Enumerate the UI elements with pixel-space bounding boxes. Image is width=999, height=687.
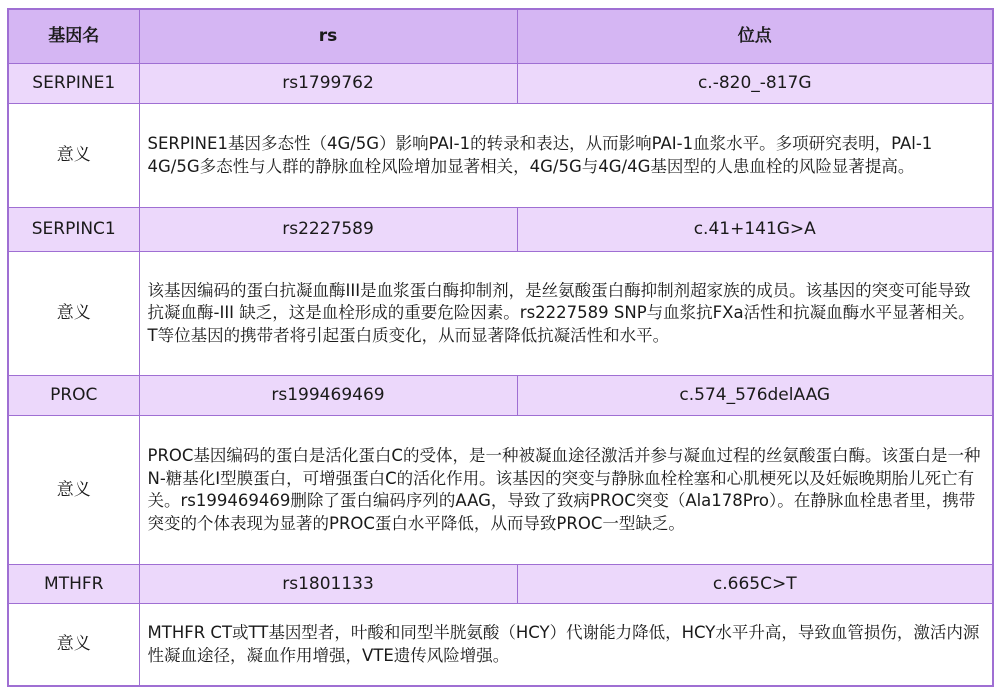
meaning-label-cell: 意义 <box>8 252 139 376</box>
gene-name-cell: PROC <box>8 376 139 416</box>
gene-table <box>7 8 994 687</box>
rs-cell: rs1799762 <box>139 64 517 104</box>
table-row-serpinc1 <box>8 208 993 252</box>
rs-cell: rs1801133 <box>139 565 517 604</box>
header-rs: rs <box>139 9 517 64</box>
header-gene: 基因名 <box>8 9 139 64</box>
rs-cell: rs2227589 <box>139 208 517 252</box>
gene-name-cell: MTHFR <box>8 565 139 604</box>
meaning-text-cell: MTHFR CT或TT基因型者，叶酸和同型半胱氨酸（HCY）代谢能力降低，HCY水平升高，导致血管损伤，激活内源性凝血途径，凝血作用增强，VTE遗传风险增强。 <box>139 604 993 687</box>
meaning-label-cell: 意义 <box>8 416 139 565</box>
meaning-label-cell: 意义 <box>8 104 139 208</box>
locus-cell: c.-820_-817G <box>517 64 993 104</box>
table-row-mthfr-meaning <box>8 604 993 687</box>
table-row-serpine1-meaning <box>8 104 993 208</box>
gene-table-container <box>7 8 992 687</box>
meaning-text-cell: 该基因编码的蛋白抗凝血酶III是血浆蛋白酶抑制剂，是丝氨酸蛋白酶抑制剂超家族的成员。该基因的突变可能导致抗凝血酶-III 缺乏，这是血栓形成的重要危险因素。rs2227589 SNP与血浆抗FXa活性和抗凝血酶水平显著相关。T等位基因的携带者将引起蛋白质变化，从而显著降低抗凝活性和水平。 <box>139 252 993 376</box>
table-row-proc <box>8 376 993 416</box>
table-header-row <box>8 9 993 64</box>
gene-name-cell: SERPINE1 <box>8 64 139 104</box>
gene-name-cell: SERPINC1 <box>8 208 139 252</box>
meaning-label-cell: 意义 <box>8 604 139 687</box>
meaning-text-cell: SERPINE1基因多态性（4G/5G）影响PAI-1的转录和表达，从而影响PAI-1血浆水平。多项研究表明，PAl-1 4G/5G多态性与人群的静脉血栓风险增加显著相关，4G/5G与4G/4G基因型的人患血栓的风险显著提高。 <box>139 104 993 208</box>
header-locus: 位点 <box>517 9 993 64</box>
rs-cell: rs199469469 <box>139 376 517 416</box>
locus-cell: c.665C>T <box>517 565 993 604</box>
locus-cell: c.574_576delAAG <box>517 376 993 416</box>
table-row-serpinc1-meaning <box>8 252 993 376</box>
table-row-mthfr <box>8 565 993 604</box>
meaning-text-cell: PROC基因编码的蛋白是活化蛋白C的受体，是一种被凝血途径激活并参与凝血过程的丝氨酸蛋白酶。该蛋白是一种N-糖基化I型膜蛋白，可增强蛋白C的活化作用。该基因的突变与静脉血栓栓塞和心肌梗死以及妊娠晚期胎儿死亡有关。rs199469469删除了蛋白编码序列的AAG，导致了致病PROC突变（Ala178Pro）。在静脉血栓患者里，携带突变的个体表现为显著的PROC蛋白水平降低，从而导致PROC一型缺乏。 <box>139 416 993 565</box>
table-row-serpine1 <box>8 64 993 104</box>
table-row-proc-meaning <box>8 416 993 565</box>
locus-cell: c.41+141G>A <box>517 208 993 252</box>
